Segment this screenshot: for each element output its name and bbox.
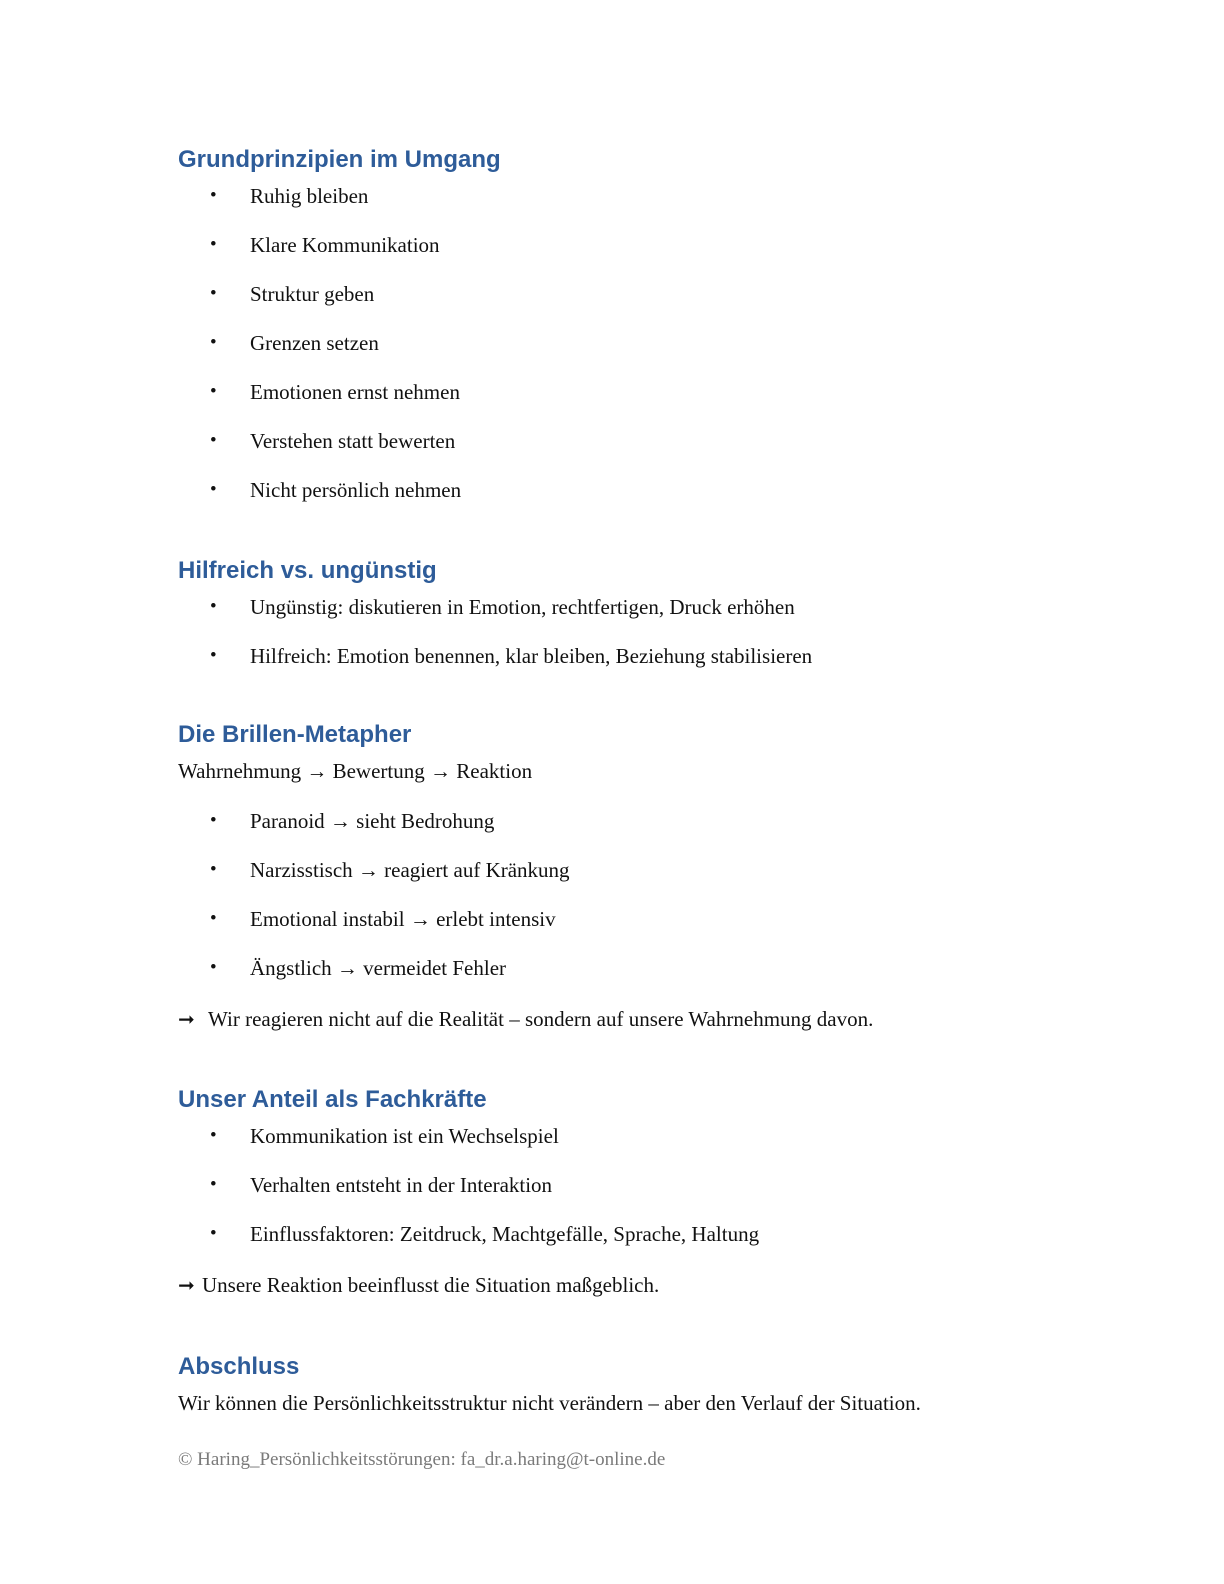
copyright-footer: © Haring_Persönlichkeitsstörungen: fa_dr.a.haring@t-online.de [178,1449,666,1470]
bullet-icon: • [210,1174,217,1195]
bullet-icon: • [210,810,217,831]
brillen-intro: Wahrnehmung → Bewertung → Reaktion [178,759,533,783]
list-item-text: Emotional instabil → erlebt intensiv [250,907,556,931]
bullet-icon: • [210,1125,217,1146]
list-item-text: Emotionen ernst nehmen [250,380,460,404]
heading-grundprinzipien: Grundprinzipien im Umgang [178,146,501,173]
list-item-text: Verhalten entsteht in der Interaktion [250,1173,553,1197]
bullet-icon: • [210,859,217,880]
brillen-conclusion [178,1004,873,1034]
heading-hilfreich: Hilfreich vs. ungünstig [178,557,437,584]
list-item-text: Narzisstisch → reagiert auf Kränkung [250,858,570,882]
list-item-text: Ängstlich → vermeidet Fehler [250,956,507,980]
heading-anteil: Unser Anteil als Fachkräfte [178,1086,487,1113]
anteil-conclusion [178,1270,659,1300]
list-item-text: Grenzen setzen [250,331,379,355]
list-item-text: Kommunikation ist ein Wechselspiel [250,1124,559,1148]
right-arrow-icon: ➞ [178,1273,195,1297]
list-item-text: Paranoid → sieht Bedrohung [250,809,495,833]
bullet-icon: • [210,234,217,255]
bullet-icon: • [210,381,217,402]
bullet-icon: • [210,596,217,617]
abschluss-text: Wir können die Persönlichkeitsstruktur nicht verändern – aber den Verlauf der Situation. [178,1391,921,1415]
bullet-icon: • [210,332,217,353]
list-item-text: Struktur geben [250,282,375,306]
list-item-text: Einflussfaktoren: Zeitdruck, Machtgefälle, Sprache, Haltung [250,1222,760,1246]
anteil-conclusion-text: Unsere Reaktion beeinflusst die Situation maßgeblich. [202,1273,660,1297]
list-item-text: Nicht persönlich nehmen [250,478,462,502]
brillen-conclusion-text: Wir reagieren nicht auf die Realität – sondern auf unsere Wahrnehmung davon. [208,1007,874,1031]
list-item-text: Hilfreich: Emotion benennen, klar bleiben, Beziehung stabilisieren [250,644,813,668]
bullet-icon: • [210,908,217,929]
heading-brillen: Die Brillen-Metapher [178,721,412,748]
bullet-icon: • [210,479,217,500]
heading-abschluss: Abschluss [178,1353,300,1380]
bullet-icon: • [210,957,217,978]
bullet-icon: • [210,430,217,451]
bullet-icon: • [210,283,217,304]
bullet-icon: • [210,645,217,666]
list-item-text: Verstehen statt bewerten [250,429,456,453]
bullet-icon: • [210,185,217,206]
list-item-text: Ruhig bleiben [250,184,369,208]
list-item-text: Ungünstig: diskutieren in Emotion, rechtfertigen, Druck erhöhen [250,595,795,619]
bullet-icon: • [210,1223,217,1244]
right-arrow-icon: ➞ [178,1007,195,1031]
list-item-text: Klare Kommunikation [250,233,440,257]
